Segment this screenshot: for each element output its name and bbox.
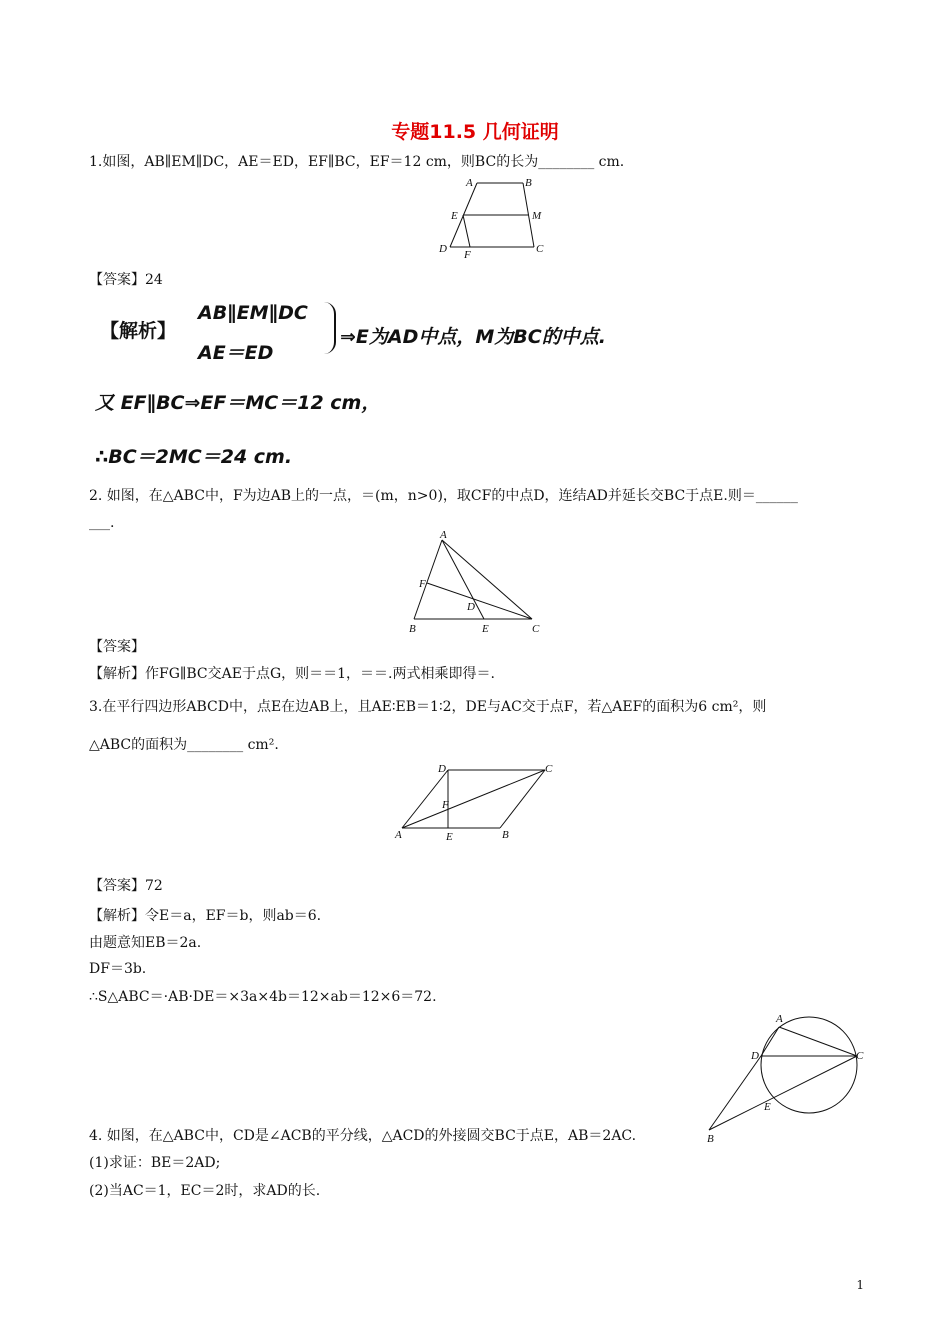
q1-label-b: B bbox=[525, 177, 532, 189]
q2-figure bbox=[400, 530, 550, 640]
q1-label-d: D bbox=[439, 243, 447, 255]
q2-label-b: B bbox=[409, 623, 416, 635]
q4-label-a: A bbox=[776, 1013, 783, 1025]
q2-label-e: E bbox=[482, 623, 489, 635]
q3-label-c: C bbox=[545, 763, 553, 775]
q1-solution-line1: AB∥EM∥DC bbox=[198, 302, 308, 324]
q2-label-a: A bbox=[440, 530, 447, 541]
q3-solution-line1: 【解析】令E＝a，EF＝b，则ab＝6. bbox=[89, 908, 322, 924]
q1-label-a: A bbox=[466, 177, 473, 189]
q1-figure bbox=[430, 172, 560, 264]
q2-solution: 【解析】作FG∥BC交AE于点G，则＝＝1，＝＝.两式相乘即得＝. bbox=[89, 666, 495, 682]
q2-text-line1: 2. 如图，在△ABC中，F为边AB上的一点，＝(m，n>0)，取CF的中点D，连结AD并延长交BC于点E.则＝______ bbox=[89, 488, 798, 504]
page-number: 1 bbox=[856, 1278, 864, 1292]
q2-label-d: D bbox=[467, 601, 475, 613]
q3-label-d: D bbox=[438, 763, 446, 775]
q4-part2: (2)当AC＝1，EC＝2时，求AD的长. bbox=[89, 1183, 321, 1199]
q4-label-e: E bbox=[764, 1101, 771, 1113]
q3-label-b: B bbox=[502, 829, 509, 841]
q1-solution-line4: ∴BC＝2MC＝24 cm. bbox=[95, 446, 293, 468]
q4-label-d: D bbox=[751, 1050, 759, 1062]
q2-label-f: F bbox=[419, 578, 426, 590]
q1-answer: 【答案】24 bbox=[89, 272, 163, 288]
q3-label-f: F bbox=[442, 799, 449, 811]
q3-solution-line2: 由题意知EB＝2a. bbox=[89, 935, 202, 951]
q3-answer: 【答案】72 bbox=[89, 878, 163, 894]
q1-solution-line2: AE＝ED bbox=[198, 342, 274, 364]
q1-solution-label: 【解析】 bbox=[100, 320, 177, 342]
q1-label-m: M bbox=[532, 210, 542, 222]
q1-solution-line3: 又 EF∥BC⇒EF＝MC＝12 cm， bbox=[95, 392, 381, 414]
q3-label-a: A bbox=[395, 829, 402, 841]
q4-figure bbox=[695, 1008, 875, 1148]
q1-label-c: C bbox=[536, 243, 544, 255]
q2-text-line2: ___. bbox=[89, 515, 115, 531]
q3-text-line2: △ABC的面积为________ cm². bbox=[89, 737, 279, 753]
q4-label-c: C bbox=[856, 1050, 864, 1062]
page-title: 专题11.5 几何证明 bbox=[391, 121, 559, 143]
q3-solution-line4: ∴S△ABC＝·AB·DE＝×3a×4b＝12×ab＝12×6＝72. bbox=[89, 989, 437, 1005]
q4-part1: (1)求证：BE＝2AD; bbox=[89, 1155, 221, 1171]
q1-solution-brace bbox=[322, 302, 336, 354]
q2-answer: 【答案】 bbox=[89, 639, 145, 655]
q1-text: 1.如图，AB∥EM∥DC，AE＝ED，EF∥BC，EF＝12 cm，则BC的长为________ cm. bbox=[89, 154, 625, 170]
q1-label-e: E bbox=[451, 210, 458, 222]
q4-label-b: B bbox=[707, 1133, 714, 1145]
q3-solution-line3: DF＝3b. bbox=[89, 961, 147, 977]
q3-text-line1: 3.在平行四边形ABCD中，点E在边AB上，且AE∶EB＝1∶2，DE与AC交于点F，若△AEF的面积为6 cm²，则 bbox=[89, 699, 767, 715]
q3-label-e: E bbox=[446, 831, 453, 843]
q1-solution-conclusion: ⇒E为AD中点，M为BC的中点. bbox=[340, 326, 606, 348]
q2-label-c: C bbox=[532, 623, 540, 635]
q3-figure bbox=[390, 758, 565, 848]
q1-label-f: F bbox=[464, 249, 471, 261]
q4-text: 4. 如图，在△ABC中，CD是∠ACB的平分线，△ACD的外接圆交BC于点E，AB＝2AC. bbox=[89, 1128, 637, 1144]
